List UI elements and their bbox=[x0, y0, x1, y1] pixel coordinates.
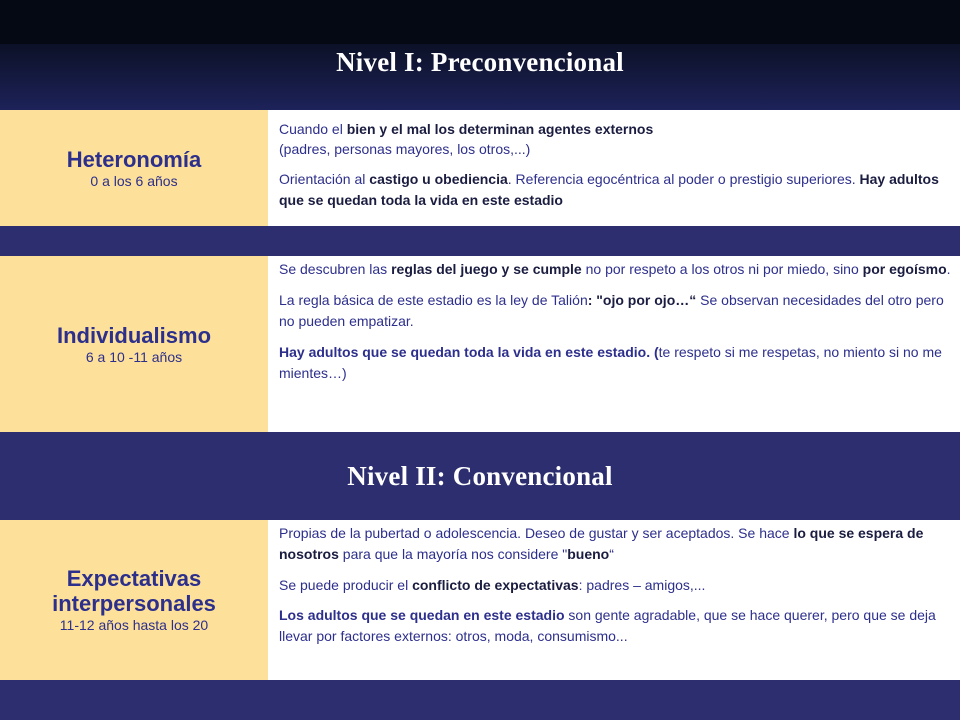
stage-description bbox=[268, 256, 960, 432]
stage-paragraph: Hay adultos que se quedan toda la vida en este estadio. (te respeto si me respetas, no miento si no me mientes…) bbox=[279, 344, 942, 381]
stage-name: interpersonales bbox=[52, 591, 216, 616]
stage-name: Individualismo bbox=[56, 322, 212, 348]
level-2-title: Nivel II: Convencional bbox=[347, 461, 613, 491]
stage-paragraph: Los adultos que se quedan en este estadio son gente agradable, que se hace querer, pero que se deja llevar por factores externos: otros, moda, consumismo... bbox=[279, 607, 936, 644]
stage-name: Expectativas bbox=[66, 566, 202, 591]
stage-paragraph: Se puede producir el conflicto de expectativas: padres – amigos,... bbox=[279, 577, 706, 593]
stage-row-heteronomia bbox=[0, 110, 960, 226]
stage-name: Heteronomía bbox=[66, 146, 202, 172]
stage-age: 6 a 10 -11 años bbox=[85, 348, 183, 365]
stage-paragraph: Se descubren las reglas del juego y se cumple no por respeto a los otros ni por miedo, sino por egoísmo. bbox=[279, 261, 951, 277]
level-2-header bbox=[0, 432, 960, 520]
stage-label-cell bbox=[0, 520, 268, 680]
stage-paragraph: Propias de la pubertad o adolescencia. Deseo de gustar y ser aceptados. Se hace lo que se espera de nosotros para que la mayoría nos considere "bueno“ bbox=[279, 525, 924, 562]
stage-row-individualismo bbox=[0, 256, 960, 432]
stage-age: 11-12 años hasta los 20 bbox=[59, 617, 209, 633]
row-separator bbox=[0, 226, 960, 256]
stage-description bbox=[268, 110, 960, 226]
level-1-header bbox=[0, 44, 960, 110]
stage-paragraph: Orientación al castigo u obediencia. Referencia egocéntrica al poder o prestigio superiores. Hay adultos que se quedan toda la vida en este estadio bbox=[279, 171, 939, 208]
stage-label-cell bbox=[0, 256, 268, 432]
stage-label-cell bbox=[0, 110, 268, 226]
stage-paragraph: Cuando el bien y el mal los determinan agentes externos (padres, personas mayores, los otros,...) bbox=[279, 121, 654, 157]
top-bar bbox=[0, 0, 960, 44]
bottom-bar bbox=[0, 680, 960, 720]
stage-age: 0 a los 6 años bbox=[90, 172, 178, 189]
level-1-title: Nivel I: Preconvencional bbox=[336, 47, 624, 77]
stage-row-expectativas bbox=[0, 520, 960, 680]
stage-paragraph: La regla básica de este estadio es la ley de Talión: "ojo por ojo…“ Se observan necesidades del otro pero no pueden empatizar. bbox=[279, 292, 944, 329]
stage-description bbox=[268, 520, 960, 680]
